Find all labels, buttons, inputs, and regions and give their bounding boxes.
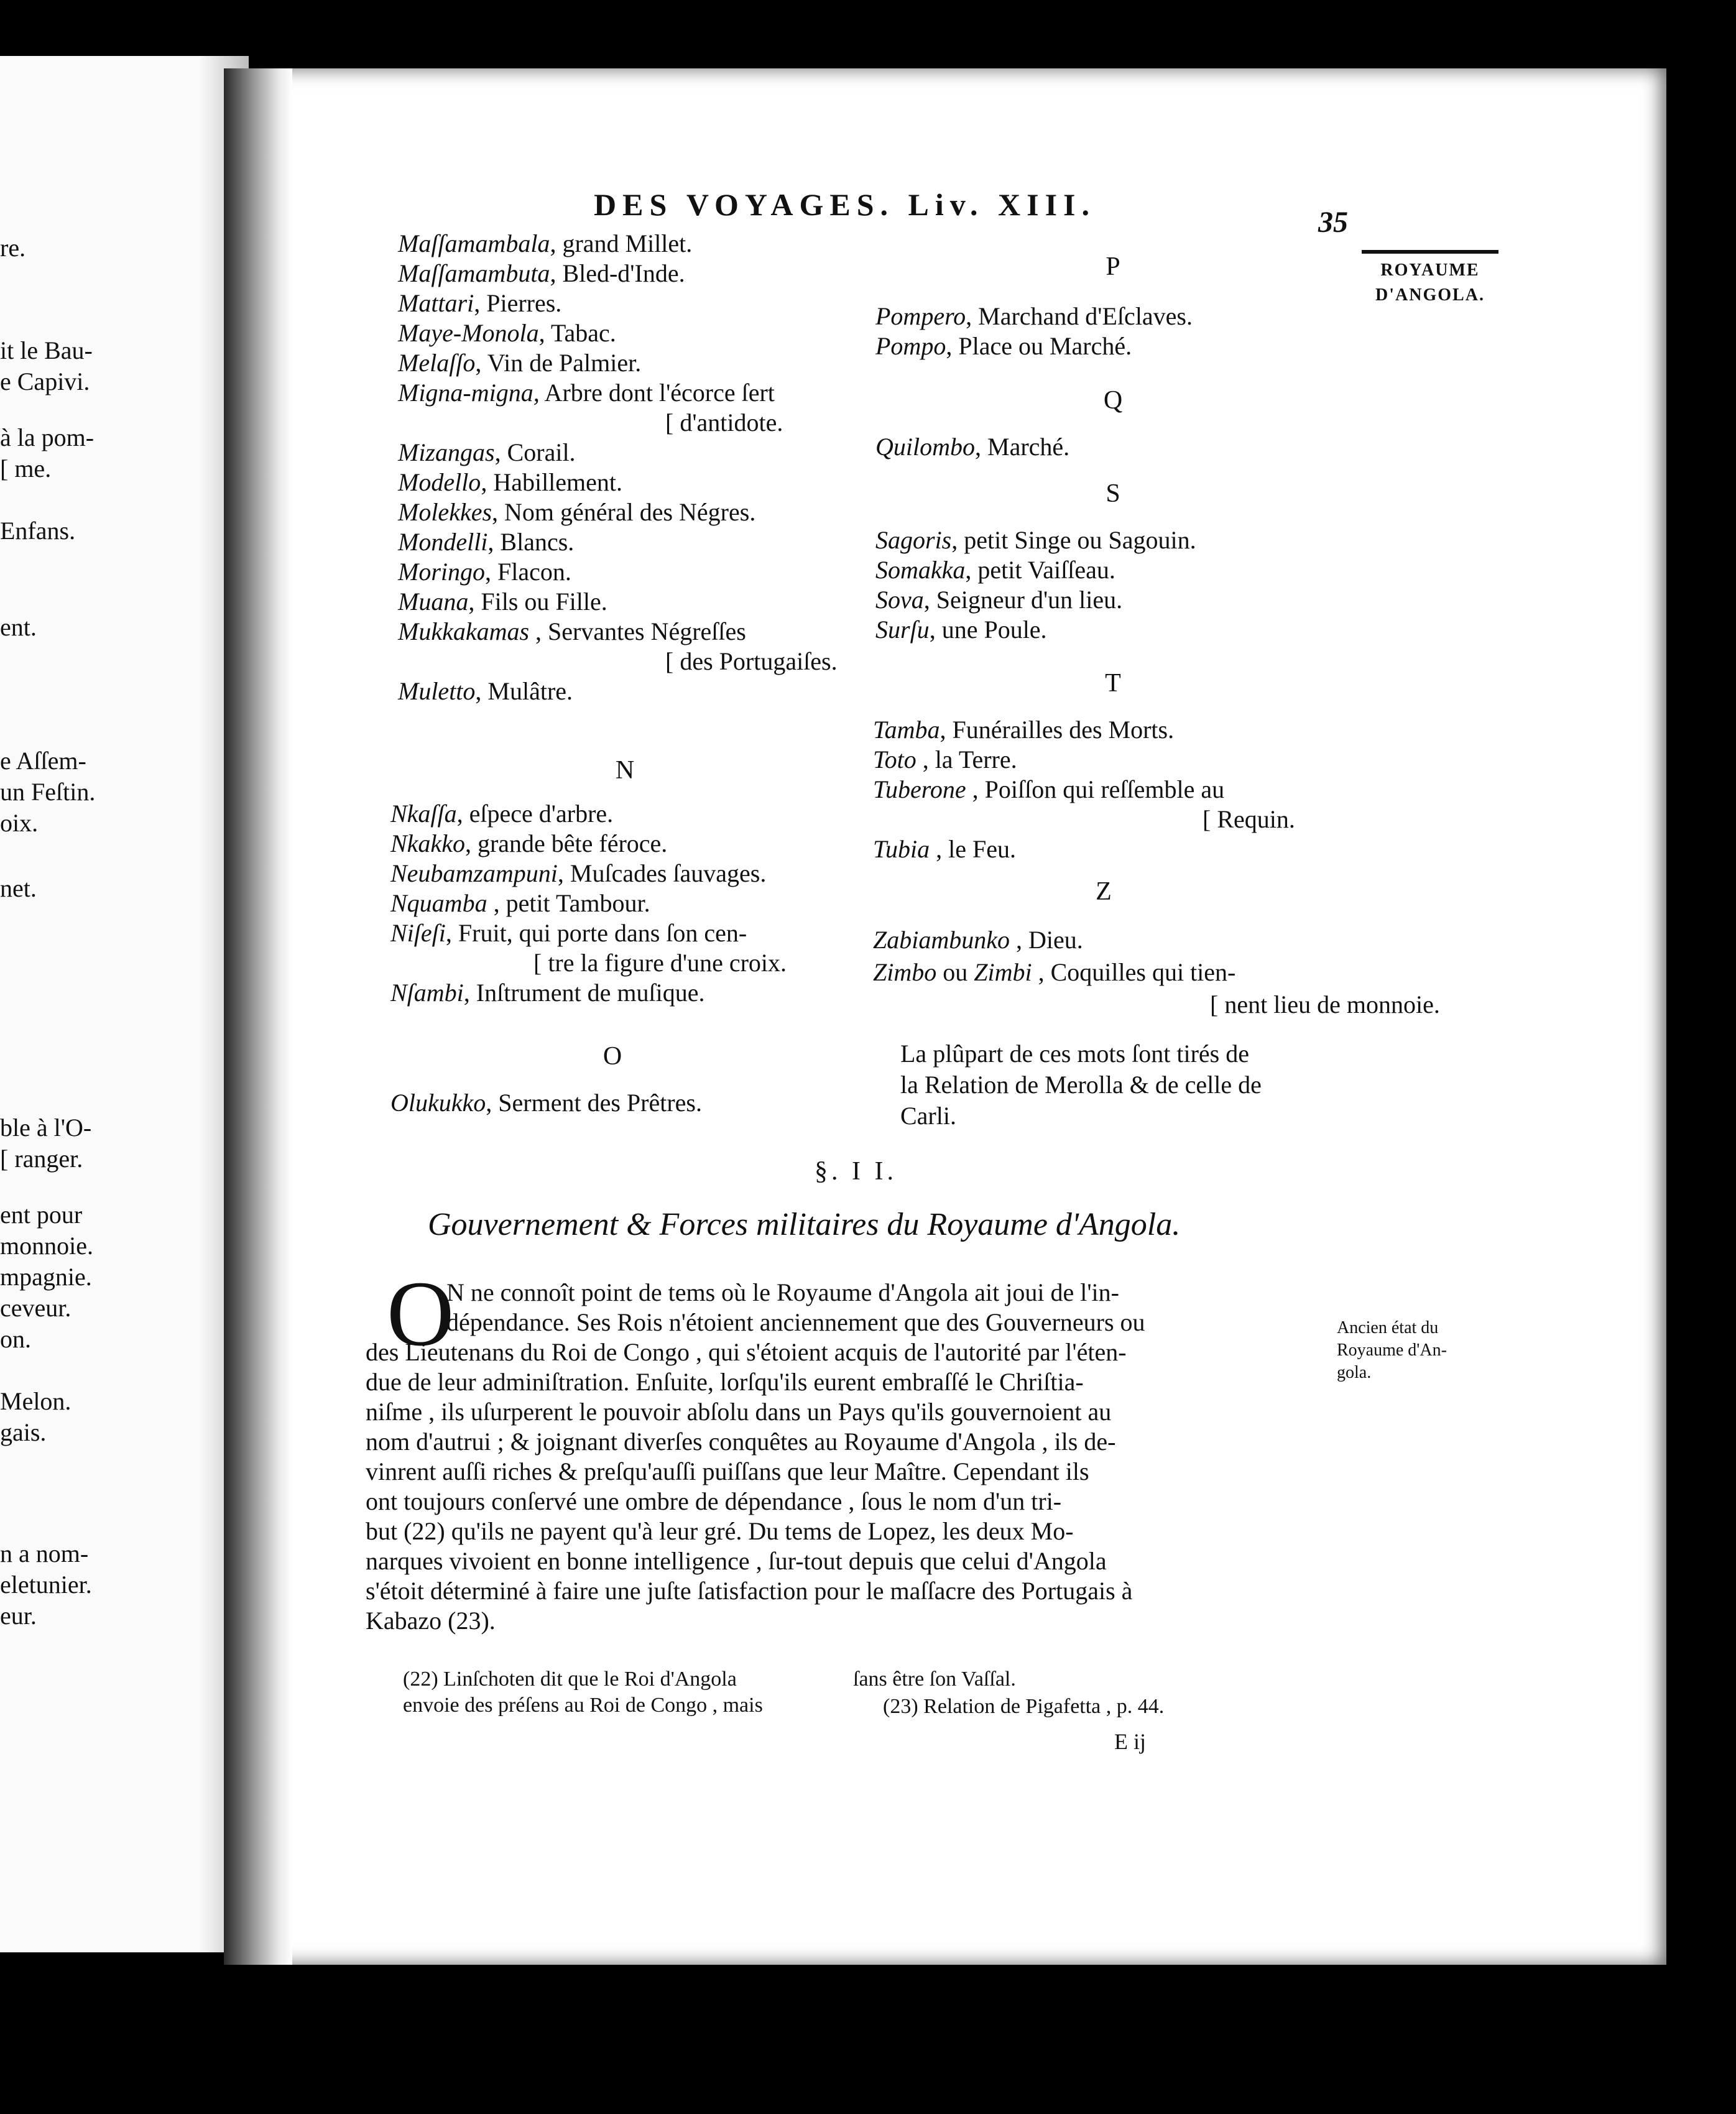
vocab-entry: Toto , la Terre.: [873, 745, 1017, 773]
footnote-23: (23) Relation de Pigafetta , p. 44.: [883, 1695, 1165, 1718]
vocab-entry: Nkaſſa, eſpece d'arbre.: [390, 800, 614, 828]
vocab-entry: Moringo, Flacon.: [398, 558, 571, 586]
paragraph-line: s'étoit déterminé à faire une juſte ſatisfaction pour le maſſacre des Portugais à: [366, 1577, 1133, 1605]
vocab-entry: Melaſſo, Vin de Palmier.: [398, 349, 642, 377]
vocab-entry: Muletto, Mulâtre.: [398, 677, 573, 705]
vocab-column-right-q: [875, 432, 1069, 462]
facing-page-fragment: ent.: [0, 613, 37, 641]
vocab-entry: Molekkes, Nom général des Négres.: [398, 498, 756, 526]
paragraph-line: narques vivoient en bonne intelligence , ſur-tout depuis que celui d'Angola: [366, 1547, 1107, 1575]
vocab-entry: Pompero, Marchand d'Eſclaves.: [875, 302, 1193, 330]
vocab-entry: [ tre la figure d'une croix.: [533, 949, 787, 977]
vocab-column-right-s: [875, 525, 1196, 645]
body-paragraph: [366, 1278, 1323, 1636]
vocab-column-left-n: [390, 799, 787, 1008]
facing-page-fragment: net.: [0, 874, 37, 902]
paragraph-line: but (22) qu'ils ne payent qu'à leur gré. Du tems de Lopez, les deux Mo-: [366, 1517, 1074, 1545]
running-header: DES VOYAGES. Liv. XIII.: [594, 187, 1096, 222]
section-number: §. I I.: [815, 1157, 897, 1186]
vocab-column-left-o: [390, 1088, 702, 1118]
vocab-entry-zimbo-cont: [ nent lieu de monnoie.: [1210, 990, 1440, 1018]
paragraph-line: N ne connoît point de tems où le Royaume d'Angola ait joui de l'in-: [446, 1278, 1119, 1306]
vocab-entry: Neubamzampuni, Muſcades ſauvages.: [390, 859, 767, 887]
facing-page-fragment: n a nom-: [0, 1539, 89, 1567]
vocab-entry: Surſu, une Poule.: [875, 616, 1047, 644]
facing-page-fragment: oix.: [0, 809, 39, 837]
paragraph-line: nom d'autrui ; & joignant diverſes conquêtes au Royaume d'Angola , ils de-: [366, 1428, 1116, 1456]
vocab-entry: Sagoris, petit Singe ou Sagouin.: [875, 526, 1196, 554]
vocab-entry: Nkakko, grande bête féroce.: [390, 829, 668, 857]
vocab-entry: Pompo, Place ou Marché.: [875, 332, 1132, 360]
page-number: 35: [1318, 206, 1348, 239]
vocab-entry: Niſeſi, Fruit, qui porte dans ſon cen-: [390, 919, 747, 947]
vocab-entry: Mukkakamas , Servantes Négreſſes: [398, 617, 746, 645]
facing-page-fragment: monnoie.: [0, 1232, 93, 1260]
footnote-22-cont: ſans être ſon Vaſſal.: [853, 1668, 1016, 1691]
drop-cap: O: [387, 1262, 455, 1365]
vocab-entry-zabiambunko: Zabiambunko , Dieu.: [873, 926, 1083, 954]
facing-page-fragment: e Aſſem-: [0, 747, 86, 775]
facing-page-fragment: [ ranger.: [0, 1145, 83, 1173]
section-title: Gouvernement & Forces militaires du Royaume d'Angola.: [428, 1207, 1181, 1242]
facing-page-fragment: [ me.: [0, 455, 52, 482]
paragraph-line: Kabazo (23).: [366, 1607, 496, 1635]
vocab-entry: Modello, Habillement.: [398, 468, 623, 496]
vocab-entry: Mattari, Pierres.: [398, 289, 562, 317]
letter-heading-o: O: [603, 1042, 622, 1071]
letter-heading-p: P: [1106, 252, 1120, 281]
vocab-entry: Mondelli, Blancs.: [398, 528, 575, 556]
letter-heading-n: N: [615, 756, 635, 785]
running-sidebar: ROYAUME D'ANGOLA.: [1375, 261, 1485, 305]
vocab-entry: Nquamba , petit Tambour.: [390, 889, 650, 917]
vocab-entry: [ des Portugaiſes.: [665, 647, 838, 675]
vocab-entry: Somakka, petit Vaiſſeau.: [875, 556, 1115, 584]
facing-page-fragment: à la pom-: [0, 423, 95, 451]
vocab-entry: [ Requin.: [1203, 805, 1295, 833]
facing-page-fragment: eletunier.: [0, 1571, 92, 1599]
facing-page-fragment: ble à l'O-: [0, 1114, 92, 1142]
paragraph-line: niſme , ils uſurperent le pouvoir abſolu dans un Pays qu'ils gouvernoient au: [366, 1398, 1112, 1426]
facing-page-fragment: e Capivi.: [0, 367, 90, 395]
facing-page-fragment: it le Bau-: [0, 336, 93, 364]
letter-heading-t: T: [1105, 669, 1121, 698]
vocab-entry: Tamba, Funérailles des Morts.: [873, 716, 1175, 744]
vocab-entry-zimbo: Zimbo ou Zimbi , Coquilles qui tien-: [873, 958, 1236, 986]
facing-page-fragment: Melon.: [0, 1387, 72, 1415]
paragraph-line: due de leur adminiſtration. Enſuite, lorſqu'ils eurent embraſſé le Chriſtia-: [366, 1368, 1084, 1396]
vocab-entry: Migna-migna, Arbre dont l'écorce ſert: [398, 379, 775, 407]
facing-page-fragment: ent pour: [0, 1201, 83, 1229]
letter-heading-s: S: [1106, 479, 1120, 508]
facing-page-fragment: un Feſtin.: [0, 778, 96, 806]
vocab-entry: Mizangas, Corail.: [398, 438, 576, 466]
vocab-entry: Quilombo, Marché.: [875, 433, 1070, 461]
facing-page-fragment: ceveur.: [0, 1294, 72, 1322]
vocab-source-note: La plûpart de ces mots ſont tirés de la Relation de Merolla & de celle de Carli.: [900, 1040, 1262, 1130]
footnote-22: (22) Linſchoten dit que le Roi d'Angola envoie des préſens au Roi de Congo , mais: [403, 1668, 763, 1717]
margin-note: Ancien état du Royaume d'An- gola.: [1337, 1318, 1447, 1382]
vocab-entry: Maſſamambuta, Bled-d'Inde.: [398, 259, 685, 287]
letter-heading-q: Q: [1103, 386, 1123, 415]
facing-page-fragment: mpagnie.: [0, 1263, 92, 1291]
vocab-entry: Muana, Fils ou Fille.: [398, 588, 607, 616]
page-spine-shadow: [224, 68, 292, 1965]
paragraph-line: dépendance. Ses Rois n'étoient anciennement que des Gouverneurs ou: [446, 1308, 1145, 1336]
vocab-entry: Sova, Seigneur d'un lieu.: [875, 586, 1123, 614]
vocab-column-right-t: [873, 715, 1295, 864]
sidebar-rule: [1362, 250, 1498, 254]
facing-page-fragment: Enfans.: [0, 517, 76, 545]
vocab-entry: [ d'antidote.: [665, 408, 783, 436]
paragraph-line: ont toujours conſervé une ombre de dépendance , ſous le nom d'un tri-: [366, 1487, 1062, 1515]
facing-page-fragment: eur.: [0, 1602, 37, 1630]
vocab-entry: Tuberone , Poiſſon qui reſſemble au: [873, 775, 1225, 803]
vocab-entry: Maſſamambala, grand Millet.: [398, 229, 693, 257]
vocab-entry: Maye-Monola, Tabac.: [398, 319, 616, 347]
facing-page-fragment: re.: [0, 234, 26, 262]
letter-heading-z: Z: [1096, 877, 1112, 906]
vocab-column-left: [398, 229, 838, 706]
vocab-entry: Tubia , le Feu.: [873, 835, 1017, 863]
facing-page-fragment: on.: [0, 1325, 31, 1353]
paragraph-line: vinrent auſſi riches & preſqu'auſſi puiſſans que leur Maître. Cependant ils: [366, 1457, 1089, 1485]
signature-mark: E ij: [1114, 1729, 1146, 1754]
facing-page-fragment: gais.: [0, 1418, 47, 1446]
vocab-entry: Olukukko, Serment des Prêtres.: [390, 1089, 702, 1117]
vocab-entry: Nſambi, Inſtrument de muſique.: [390, 979, 705, 1007]
vocab-column-right-p: [875, 302, 1193, 361]
paragraph-line: des Lieutenans du Roi de Congo , qui s'étoient acquis de l'autorité par l'éten-: [366, 1338, 1127, 1366]
